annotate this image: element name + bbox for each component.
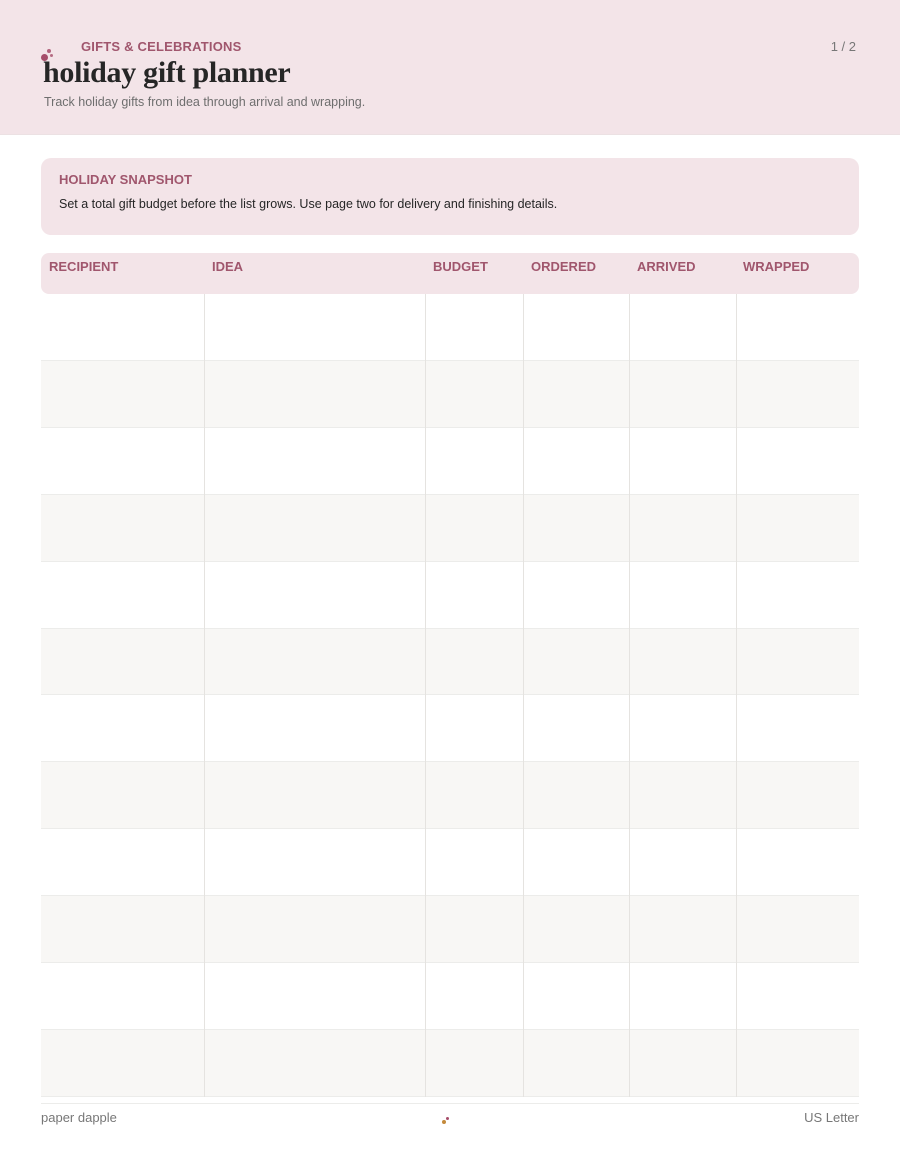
snapshot-title: HOLIDAY SNAPSHOT: [59, 172, 192, 187]
column-header-budget: BUDGET: [433, 259, 488, 274]
page-number: 1 / 2: [830, 39, 856, 54]
footer-paper-size: US Letter: [804, 1110, 859, 1125]
footer-divider: [41, 1103, 859, 1104]
column-header-idea: IDEA: [212, 259, 244, 274]
column-header-recipient: RECIPIENT: [49, 259, 119, 274]
page-title: holiday gift planner: [43, 56, 291, 89]
snapshot-text: Set a total gift budget before the list grows. Use page two for delivery and finishing details.: [59, 197, 558, 211]
holiday-snapshot-panel: [41, 158, 859, 235]
column-divider: [629, 294, 630, 1097]
column-header-ordered: ORDERED: [531, 259, 597, 274]
page-header: [0, 0, 900, 135]
dots-icon: [442, 1117, 450, 1125]
category-label: GIFTS & CELEBRATIONS: [81, 39, 242, 54]
column-header-arrived: ARRIVED: [637, 259, 696, 274]
page-subtitle: Track holiday gifts from idea through arrival and wrapping.: [44, 95, 366, 109]
column-divider: [425, 294, 426, 1097]
column-divider: [523, 294, 524, 1097]
column-header-wrapped: WRAPPED: [743, 259, 810, 274]
footer-brand: paper dapple: [41, 1110, 117, 1125]
column-divider: [204, 294, 205, 1097]
table-header: [41, 253, 859, 294]
column-divider: [736, 294, 737, 1097]
